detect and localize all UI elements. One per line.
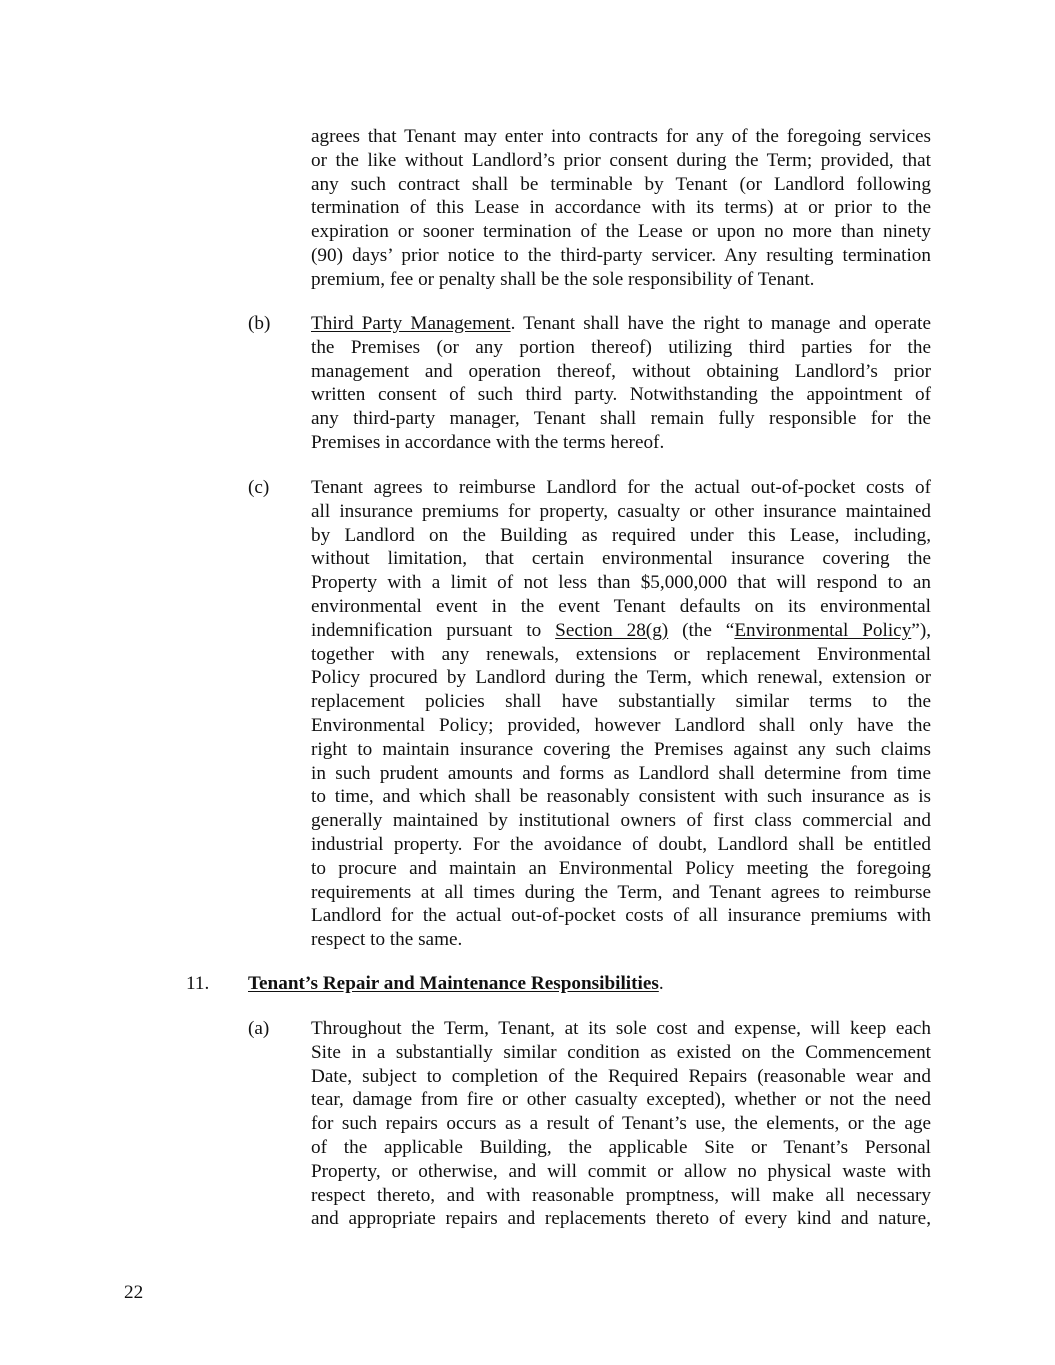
paragraph-b-title: Third Party Management	[311, 313, 511, 334]
defined-term: Environmental Policy	[734, 619, 912, 641]
text-line: respect thereto, and with reasonable promptness, will make all necessary	[311, 1184, 931, 1206]
text-line: for such repairs occurs as a result of Tenant’s use, the elements, or the age	[311, 1113, 931, 1135]
paragraph-label-c: (c)	[248, 477, 270, 498]
text-line: Property with a limit of not less than $5,000,000 that will respond to an	[311, 572, 931, 594]
paragraph-b	[311, 312, 931, 455]
text-line: Environmental Policy; provided, however Landlord shall only have the	[311, 714, 931, 736]
text-line: tear, damage from fire or other casualty excepted), whether or not the need	[311, 1089, 931, 1111]
text-line: respect to the same.	[311, 929, 463, 951]
text-line: Property, or otherwise, and will commit or allow no physical waste with	[311, 1160, 931, 1182]
text-line: the Premises (or any portion thereof) utilizing third parties for the	[311, 336, 931, 358]
text-line: all insurance premiums for property, casualty or other insurance maintained	[311, 500, 931, 522]
text-line: environmental event in the event Tenant defaults on its environmental	[311, 595, 931, 617]
text-line: any such contract shall be terminable by Tenant (or Landlord following	[311, 173, 931, 195]
text-segment: ”),	[911, 619, 931, 641]
text-line: right to maintain insurance covering the Premises against any such claims	[311, 738, 931, 760]
text-segment: . Tenant shall have the right to manage and operate	[510, 313, 931, 334]
text-line: agrees that Tenant may enter into contracts for any of the foregoing services	[311, 126, 931, 147]
text-line: Landlord for the actual out-of-pocket costs of all insurance premiums with	[311, 905, 931, 927]
text-line: Site in a substantially similar condition as existed on the Commencement	[311, 1041, 931, 1063]
text-line: Date, subject to completion of the Required Repairs (reasonable wear and	[311, 1065, 931, 1087]
text-line: to time, and which shall be reasonably consistent with such insurance as is	[311, 786, 931, 808]
text-line: of the applicable Building, the applicable Site or Tenant’s Personal	[311, 1136, 931, 1158]
page-number: 22	[124, 1282, 144, 1303]
text-segment: (the “	[668, 619, 735, 641]
paragraph-c	[311, 476, 931, 952]
text-line: (90) days’ prior notice to the third-party servicer. Any resulting termination	[311, 244, 931, 266]
text-line: termination of this Lease in accordance with its terms) at or prior to the	[311, 197, 931, 219]
text-line: without limitation, that certain environmental insurance covering the	[311, 548, 931, 570]
text-line: Throughout the Term, Tenant, at its sole cost and expense, will keep each	[311, 1018, 931, 1039]
text-line: by Landlord on the Building as required under this Lease, including,	[311, 524, 931, 546]
text-line: together with any renewals, extensions or replacement Environmental	[311, 643, 931, 665]
text-line: written consent of such third party. Notwithstanding the appointment of	[311, 384, 931, 406]
text-line: industrial property. For the avoidance of doubt, Landlord shall be entitled	[311, 833, 931, 855]
text-line: or the like without Landlord’s prior consent during the Term; provided, that	[311, 149, 931, 171]
text-line: any third-party manager, Tenant shall remain fully responsible for the	[311, 408, 931, 430]
section-reference-link: Section 28(g)	[555, 619, 669, 641]
text-line: Policy procured by Landlord during the Term, which renewal, extension or	[311, 667, 931, 689]
text-line: Tenant agrees to reimburse Landlord for the actual out-of-pocket costs of	[311, 477, 931, 498]
text-line: and appropriate repairs and replacements thereto of every kind and nature,	[311, 1208, 931, 1230]
text-line: management and operation thereof, without obtaining Landlord’s prior	[311, 360, 931, 382]
text-line: replacement policies shall have substantially similar terms to the	[311, 691, 931, 713]
text-line	[311, 619, 931, 643]
text-line: premium, fee or penalty shall be the sole responsibility of Tenant.	[311, 268, 815, 290]
text-line: Premises in accordance with the terms hereof.	[311, 431, 665, 453]
section-heading	[248, 972, 664, 996]
section-title-period: .	[658, 973, 664, 994]
paragraph-11a	[311, 1017, 931, 1231]
text-line: generally maintained by institutional owners of first class commercial and	[311, 810, 931, 832]
text-line: expiration or sooner termination of the Lease or upon no more than ninety	[311, 221, 931, 243]
text-line: to procure and maintain an Environmental Policy meeting the foregoing	[311, 857, 931, 879]
text-line: requirements at all times during the Term, and Tenant agrees to reimburse	[311, 881, 931, 903]
text-line	[311, 312, 931, 336]
text-segment: indemnification pursuant to	[311, 619, 556, 641]
text-line: in such prudent amounts and forms as Landlord shall determine from time	[311, 762, 931, 784]
continuation-paragraph	[311, 125, 931, 292]
section-number: 11.	[186, 973, 210, 994]
section-title: Tenant’s Repair and Maintenance Responsibilities	[248, 973, 659, 994]
paragraph-label-b: (b)	[248, 313, 271, 334]
paragraph-label-a: (a)	[248, 1018, 270, 1039]
